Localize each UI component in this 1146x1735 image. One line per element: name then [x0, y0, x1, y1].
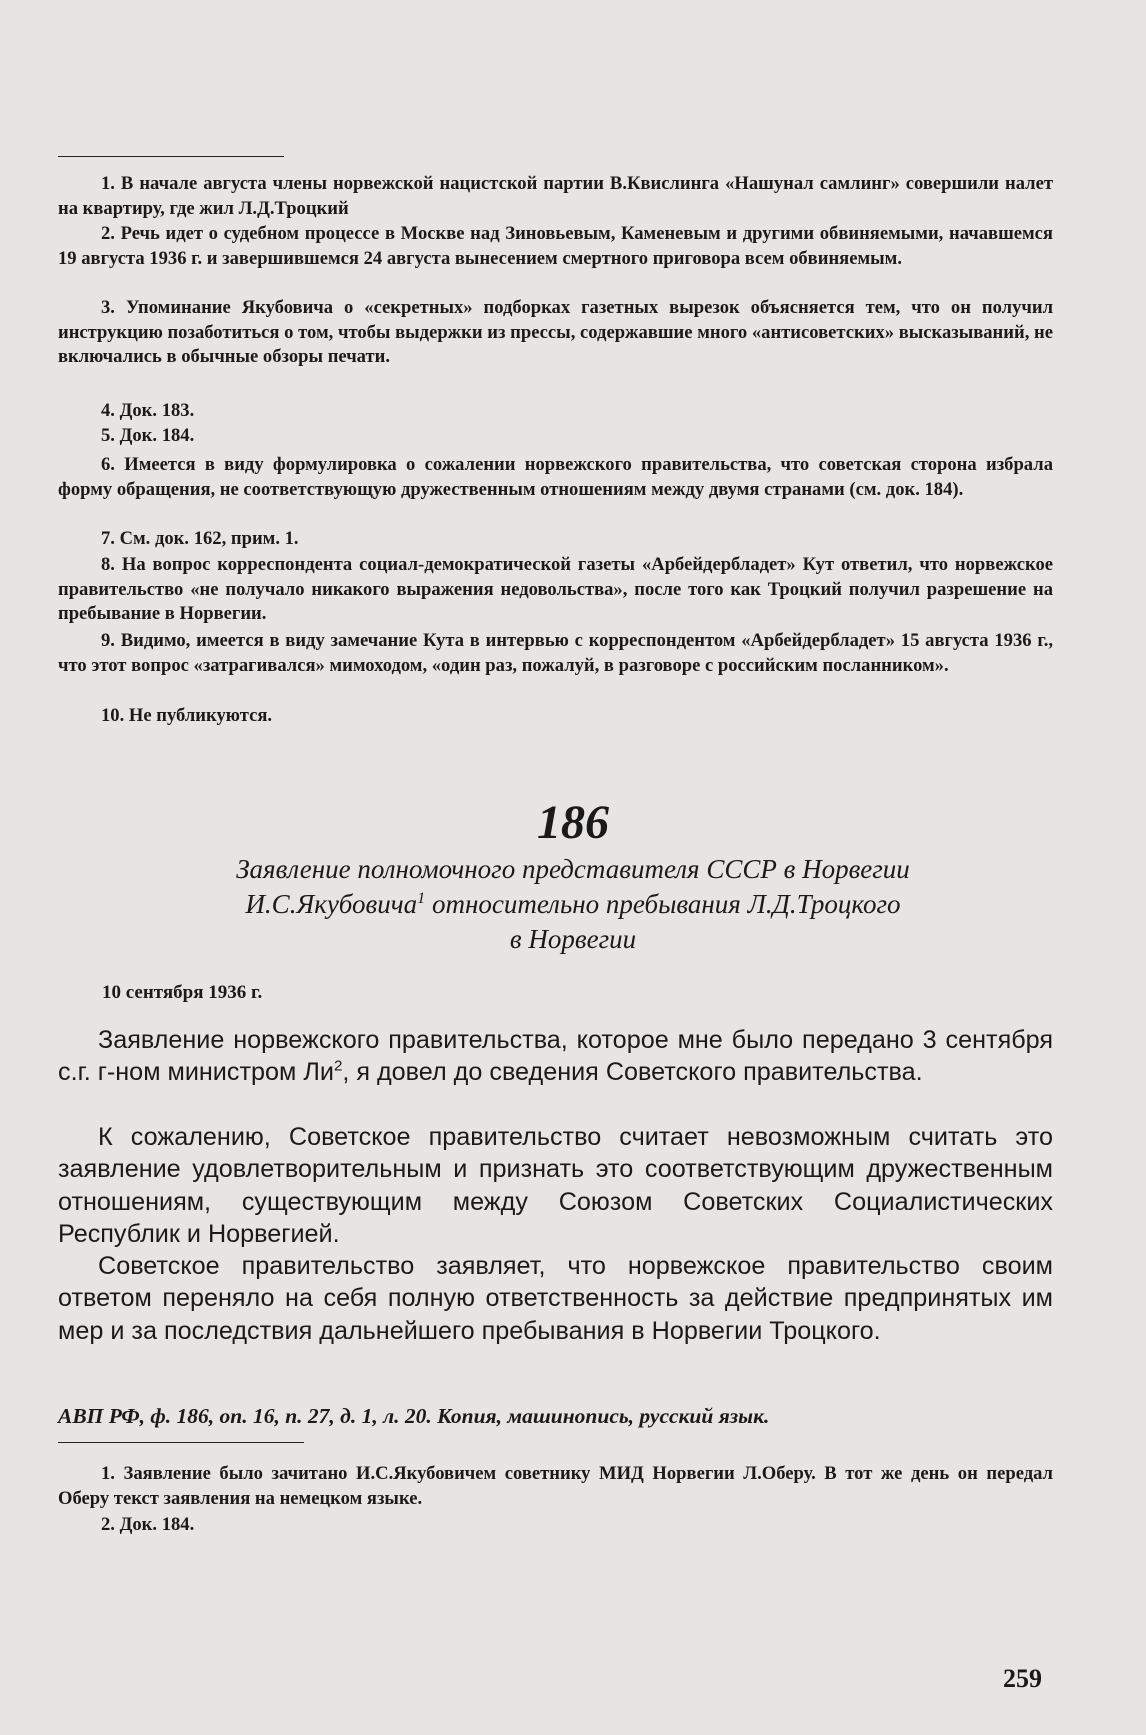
body-paragraph-3: Советское правительство заявляет, что норвежское правительство своим ответом переняло на себя полную ответственность за действие предпринятых им мер и за последствия дальнейшего пребывания в Норвегии Троцкого.: [58, 1252, 1053, 1345]
footnote-separator-bottom: [58, 1442, 304, 1443]
footnote-top-8: 8. На вопрос корреспондента социал-демократической газеты «Арбейдербладет» Кут ответил, что норвежское правительство «не получало никакого выражения недовольства», после того как Троцкий получил разрешение на пребывание в Норвегии.: [58, 554, 1053, 625]
document-date: 10 сентября 1936 г.: [102, 982, 263, 1003]
footnote-separator-top: [58, 156, 284, 157]
footnote-top-7: 7. См. док. 162, прим. 1.: [101, 528, 299, 549]
document-number: 186: [537, 796, 609, 849]
footnote-top-3: 3. Упоминание Якубовича о «секретных» подборках газетных вырезок объясняется тем, что он получил инструкцию позаботиться о том, чтобы выдержки из прессы, содержавшие много «антисоветских» высказываний, не включались в обычные обзоры печати.: [58, 297, 1053, 368]
para1-text-a: Заявление норвежского правительства, которое мне было передано 3 сентября с.г. г-ном министром Ли: [58, 1026, 1053, 1087]
footnote-top-1: 1. В начале августа члены норвежской нацистской партии В.Квислинга «Нашунал самлинг» совершили налет на квартиру, где жил Л.Д.Троцкий: [58, 173, 1053, 219]
page-number: 259: [1003, 1664, 1042, 1693]
footnote-top-5: 5. Док. 184.: [101, 425, 195, 446]
footnote-top-6: 6. Имеется в виду формулировка о сожалении норвежского правительства, что советская сторона избрала форму обращения, не соответствующую дружественным отношениям между двумя странами (см. док. 184).: [58, 454, 1053, 500]
title-line-2-rest: относительно пребывания Л.Д.Троцкого: [425, 889, 901, 919]
footnote-top-4: 4. Док. 183.: [101, 400, 195, 421]
footnote-top-2: 2. Речь идет о судебном процессе в Москве над Зиновьевым, Каменевым и другими обвиняемыми, начавшемся 19 августа 1936 г. и завершившемся 24 августа вынесением смертного приговора всем обвиняемым.: [58, 223, 1053, 269]
para1-text-b: , я довел до сведения Советского правительства.: [342, 1058, 923, 1087]
footnote-top-10: 10. Не публикуются.: [101, 705, 273, 726]
title-line-3: в Норвегии: [509, 924, 637, 954]
footnote-top-9: 9. Видимо, имеется в виду замечание Кута в интервью с корреспондентом «Арбейдербладет» 15 августа 1936 г., что этот вопрос «затрагивался» мимоходом, «один раз, пожалуй, в разговоре с российским посланником».: [58, 630, 1053, 676]
title-footnote-ref: 1: [417, 889, 426, 907]
footnote-bottom-2: 2. Док. 184.: [101, 1514, 195, 1535]
archive-source: АВП РФ, ф. 186, оп. 16, п. 27, д. 1, л. 20. Копия, машинопись, русский язык.: [58, 1404, 770, 1428]
para1-footnote-ref: 2: [333, 1058, 343, 1076]
title-line-2: [80, 887, 1066, 922]
title-line-1: Заявление полномочного представителя СССР в Норвегии: [236, 854, 910, 884]
footnote-bottom-1: 1. Заявление было зачитано И.С.Якубовичем советнику МИД Норвегии Л.Оберу. В тот же день он передал Оберу текст заявления на немецком языке.: [58, 1463, 1053, 1509]
body-paragraph-2: К сожалению, Советское правительство считает невозможным считать это заявление удовлетворительным и признать это соответствующим дружественным отношениям, существующим между Союзом Советских Социалистических Республик и Норвегией.: [58, 1123, 1053, 1249]
document-title: [80, 852, 1066, 957]
body-paragraph-1: [58, 1024, 1053, 1089]
title-author: И.С.Якубовича: [245, 889, 418, 919]
